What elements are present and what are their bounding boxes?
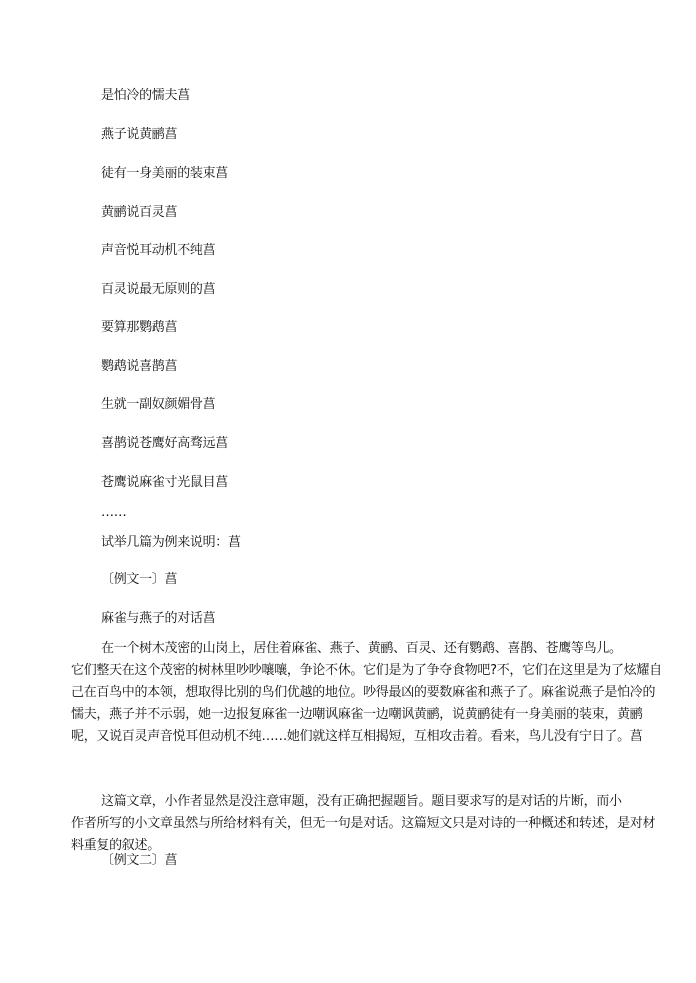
example-2-label: 〔例文二〕菖 bbox=[101, 853, 178, 868]
intro-line: 试举几篇为例来说明：菖 bbox=[101, 535, 241, 550]
ellipsis-line: …… bbox=[101, 505, 127, 520]
poem-line-9: 生就一副奴颜媚骨菖 bbox=[101, 397, 216, 412]
poem-line-11: 苍鹰说麻雀寸光鼠目菖 bbox=[101, 475, 229, 490]
commentary-body: 作者所写的小文章虽然与所给材料有关，但无一句是对话。这篇短文只是对诗的一种概述和转述，是对材料重复的叙述。 bbox=[71, 816, 656, 853]
poem-line-3: 徒有一身美丽的装束菖 bbox=[101, 166, 229, 181]
poem-line-5: 声音悦耳动机不纯菖 bbox=[101, 243, 216, 258]
example-1-paragraph bbox=[71, 638, 663, 748]
poem-line-10: 喜鹊说苍鹰好高骛远菖 bbox=[101, 436, 229, 451]
commentary-first-line: 这篇文章，小作者显然是没注意审题，没有正确把握题旨。题目要求写的是对话的片断，而小 bbox=[101, 794, 622, 809]
example-1-label: 〔例文一〕菖 bbox=[101, 572, 178, 587]
example-1-title: 麻雀与燕子的对话菖 bbox=[101, 611, 216, 626]
poem-line-4: 黄鹂说百灵菖 bbox=[101, 205, 178, 220]
poem-line-6: 百灵说最无原则的菖 bbox=[101, 282, 216, 297]
poem-line-1: 是怕冷的懦夫菖 bbox=[101, 88, 190, 103]
example-1-first-line: 在一个树木茂密的山岗上，居住着麻雀、燕子、黄鹂、百灵、还有鹦鹉、喜鹊、苍鹰等鸟儿。 bbox=[101, 641, 622, 656]
example-1-body: 它们整天在这个茂密的树林里吵吵嚷嚷，争论不休。它们是为了争夺食物吧?不，它们在这里是为了炫耀自己在百鸟中的本领，想取得比别的鸟们优越的地位。吵得最凶的要数麻雀和燕子了。麻雀说燕子是怕冷的懦夫，燕子并不示弱，她一边报复麻雀一边嘲讽麻雀一边嘲讽黄鹂，说黄鹂徒有一身美丽的装束，黄鹂呢，又说百灵声音悦耳但动机不纯……她们就这样互相揭短，互相攻击着。看来，鸟儿没有宁日了。菖 bbox=[71, 663, 662, 744]
commentary-paragraph bbox=[71, 791, 663, 857]
poem-line-8: 鹦鹉说喜鹊菖 bbox=[101, 359, 178, 374]
poem-line-7: 要算那鹦鹉菖 bbox=[101, 320, 178, 335]
poem-line-2: 燕子说黄鹂菖 bbox=[101, 127, 178, 142]
